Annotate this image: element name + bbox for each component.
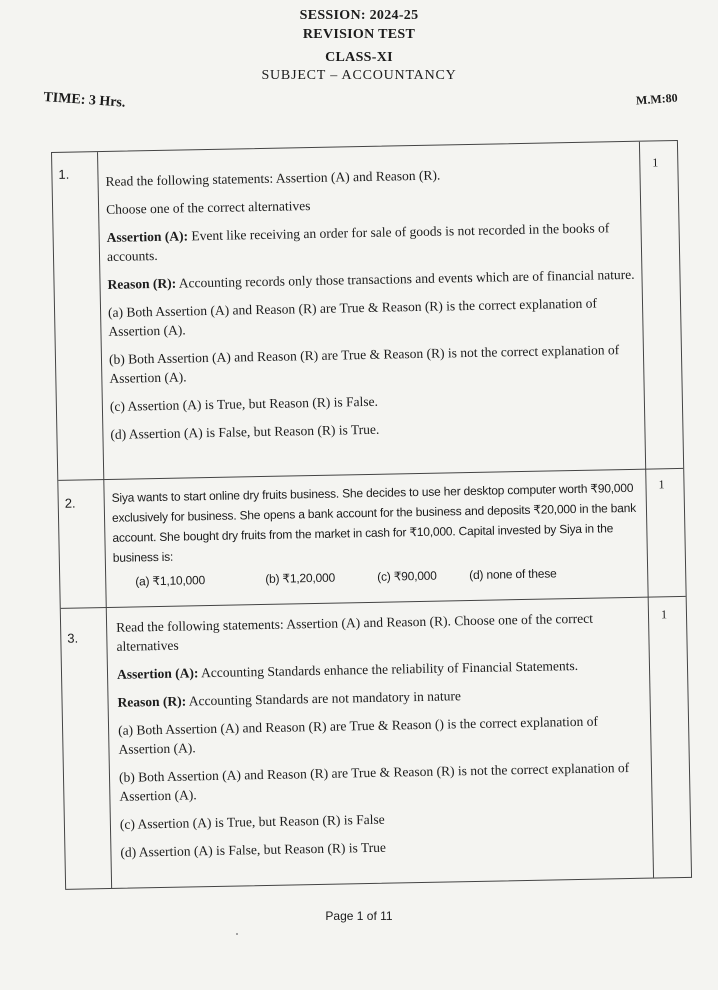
option-a: (a) Both Assertion (A) and Reason (R) are True & Reason (R) is the correct explanation of Assertion (A). [107, 295, 598, 339]
question-marks: 1 [660, 607, 668, 622]
assertion-text: Event like receiving an order for sale of goods is not recorded in the books of accounts. [106, 220, 610, 264]
class-heading: CLASS-XI [325, 50, 393, 65]
question-2-body [111, 478, 643, 592]
max-marks-label: M.M:80 [635, 90, 679, 108]
question-intro: Read the following statements: Assertion (A) and Reason (R). Choose one of the correct alternatives [115, 610, 594, 654]
reason-text: Accounting Standards are not mandatory in nature [186, 688, 462, 709]
option-a: (a) ₹1,10,000 [135, 573, 206, 589]
reason-statement [117, 683, 645, 712]
question-instruction: Choose one of the correct alternatives [105, 198, 311, 217]
session-heading: SESSION: 2024-25 [299, 8, 419, 23]
question-marks: 1 [658, 477, 665, 492]
question-number: 3. [67, 630, 79, 646]
option-c: (c) Assertion (A) is True, but Reason (R) is False. [109, 393, 379, 414]
option-d: (d) Assertion (A) is False, but Reason (R) is True. [110, 421, 380, 442]
option-b: (b) ₹1,20,000 [265, 570, 336, 586]
option-c: (c) ₹90,000 [377, 568, 437, 584]
reason-text: Accounting records only those transactions and events which are of financial nature. [176, 266, 635, 291]
reason-statement [107, 265, 637, 294]
subject-heading: SUBJECT – ACCOUNTANCY [261, 68, 457, 83]
assertion-text: Accounting Standards enhance the reliability of Financial Statements. [198, 657, 579, 681]
assertion-statement [117, 655, 645, 684]
page-number: Page 1 of 11 [325, 909, 393, 923]
option-d: (d) none of these [469, 566, 557, 583]
option-d: (d) Assertion (A) is False, but Reason (R) is True [120, 839, 387, 860]
test-heading: REVISION TEST [302, 27, 416, 42]
question-number: 1. [58, 166, 70, 182]
reason-label: Reason (R): [117, 693, 187, 710]
question-table [51, 140, 692, 890]
question-number: 2. [64, 495, 76, 511]
option-b: (b) Both Assertion (A) and Reason (R) are True & Reason (R) is not the correct explanation of Assertion (A). [118, 760, 630, 804]
option-a: (a) Both Assertion (A) and Reason (R) are True & Reason () is the correct explanation of Assertion (A). [117, 713, 599, 757]
question-intro: Read the following statements: Assertion (A) and Reason (R). [105, 167, 441, 189]
question-1-body [105, 162, 640, 453]
assertion-label: Assertion (A): [116, 665, 199, 682]
time-label: TIME: 3 Hrs. [42, 90, 126, 111]
assertion-statement [106, 218, 637, 266]
question-marks: 1 [652, 155, 659, 170]
option-b: (b) Both Assertion (A) and Reason (R) are True & Reason (R) is not the correct explanation of Assertion (A). [108, 342, 620, 386]
scan-speck [236, 933, 238, 935]
option-c: (c) Assertion (A) is True, but Reason (R) is False [119, 811, 385, 832]
question-text: Siya wants to start online dry fruits business. She decides to use her desktop computer worth ₹90,000 exclusively for business. She opens a bank account for the business and deposits ₹20,000 in the bank account. She bought dry fruits from the market in cash for ₹10,000. Capital invested by Siya in the business is: [111, 480, 637, 565]
question-3-body [116, 608, 649, 871]
assertion-label: Assertion (A): [106, 228, 189, 245]
row-divider [61, 596, 686, 609]
reason-label: Reason (R): [107, 275, 177, 292]
